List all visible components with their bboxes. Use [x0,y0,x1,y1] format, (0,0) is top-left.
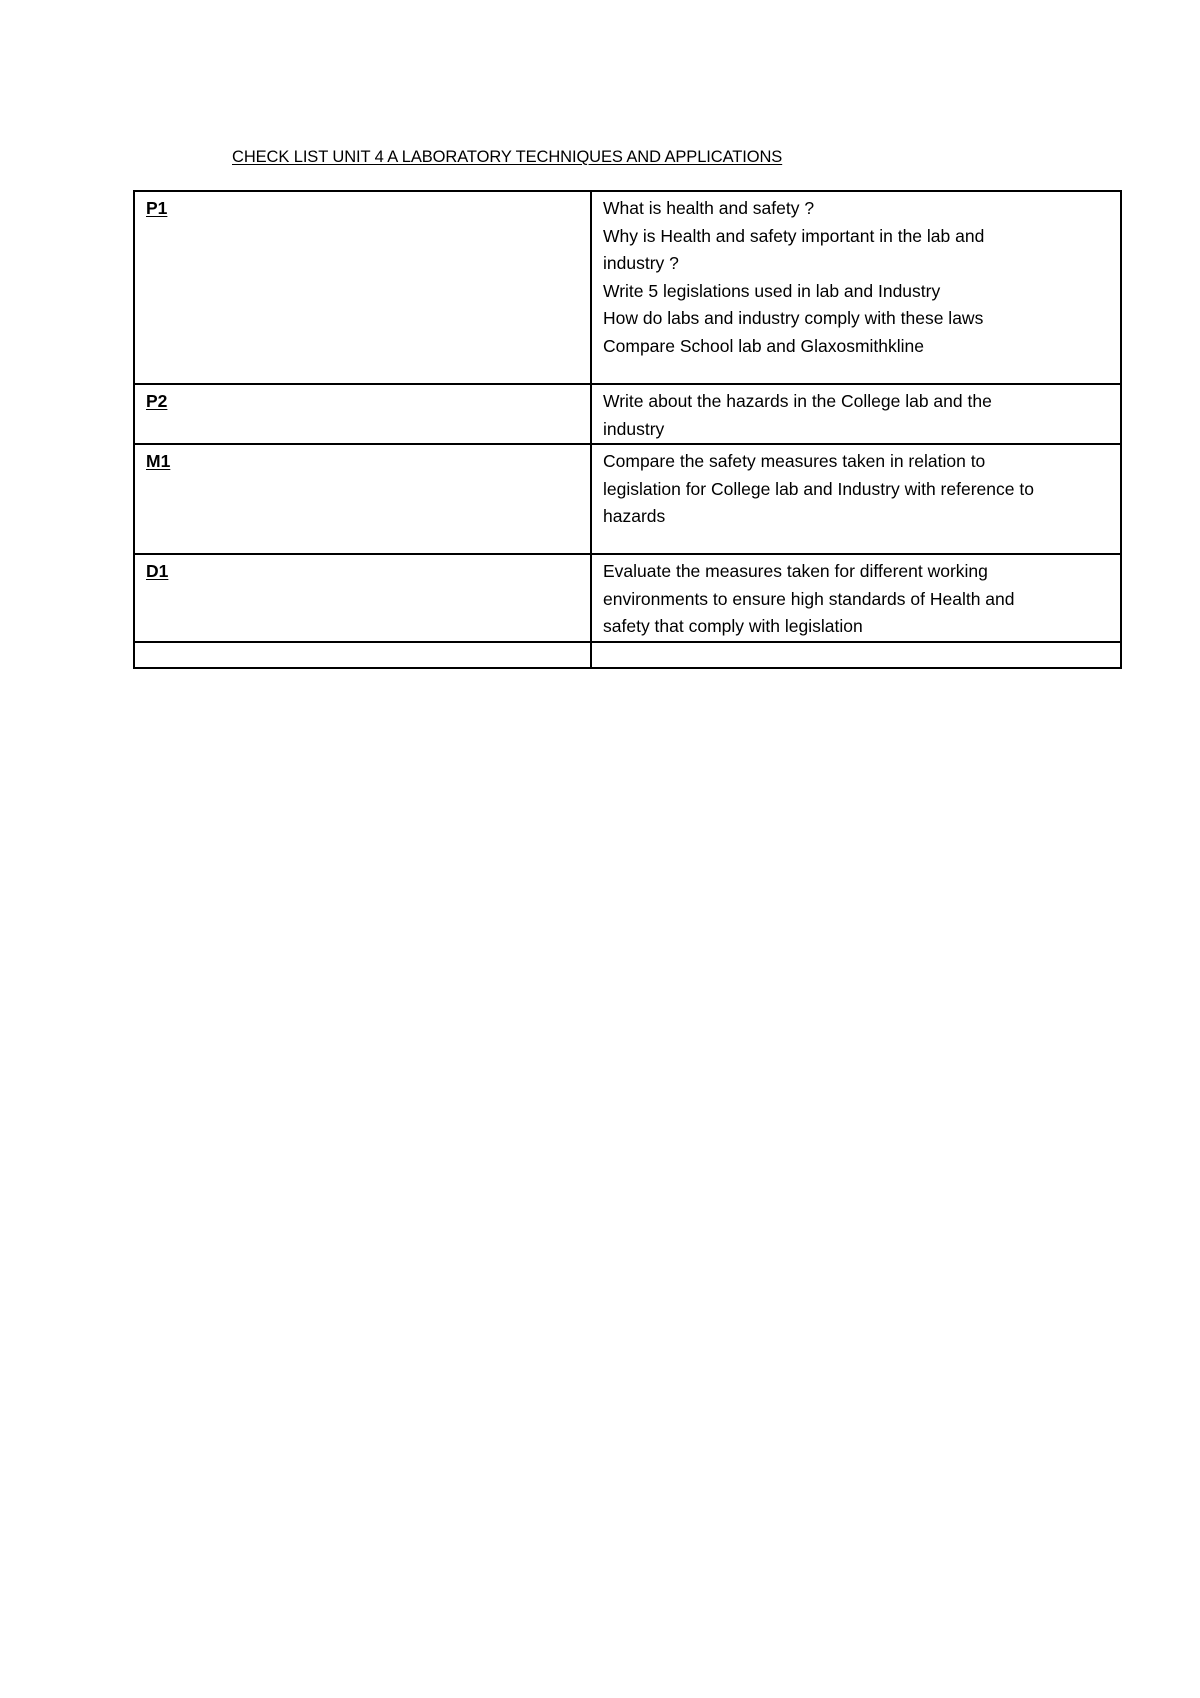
criterion-cell: P1 [134,191,591,384]
task-cell [591,191,1121,384]
criterion-cell: D1 [134,554,591,642]
task-line: Write about the hazards in the College lab and the [603,391,992,411]
task-line: What is health and safety ? [603,198,815,218]
task-line: hazards [603,506,666,526]
table-row [134,191,1121,384]
criterion-cell [134,642,591,668]
task-line: legislation for College lab and Industry with reference to [603,478,1034,499]
task-cell [591,642,1121,668]
task-line: How do labs and industry comply with these laws [603,308,984,328]
task-line: Evaluate the measures taken for different working [603,561,988,581]
task-line: industry [603,418,665,439]
task-line: Compare School lab and Glaxosmithkline [603,335,924,356]
task-line: Compare the safety measures taken in relation to [603,451,986,471]
page-title: CHECK LIST UNIT 4 A LABORATORY TECHNIQUES AND APPLICATIONS [232,148,783,166]
task-cell [591,444,1121,554]
table-row [134,444,1121,554]
task-line: safety that comply with legislation [603,616,863,636]
task-line: environments to ensure high standards of Health and [603,588,1015,609]
table-row [134,554,1121,642]
task-line: Write 5 legislations used in lab and Industry [603,280,941,301]
criterion-cell: P2 [134,384,591,444]
table-row-empty [134,642,1121,668]
criterion-cell: M1 [134,444,591,554]
task-cell [591,384,1121,444]
task-line: industry ? [603,253,679,273]
checklist-table [133,190,1122,669]
task-cell [591,554,1121,642]
table-row [134,384,1121,444]
task-line: Why is Health and safety important in the lab and [603,225,985,246]
